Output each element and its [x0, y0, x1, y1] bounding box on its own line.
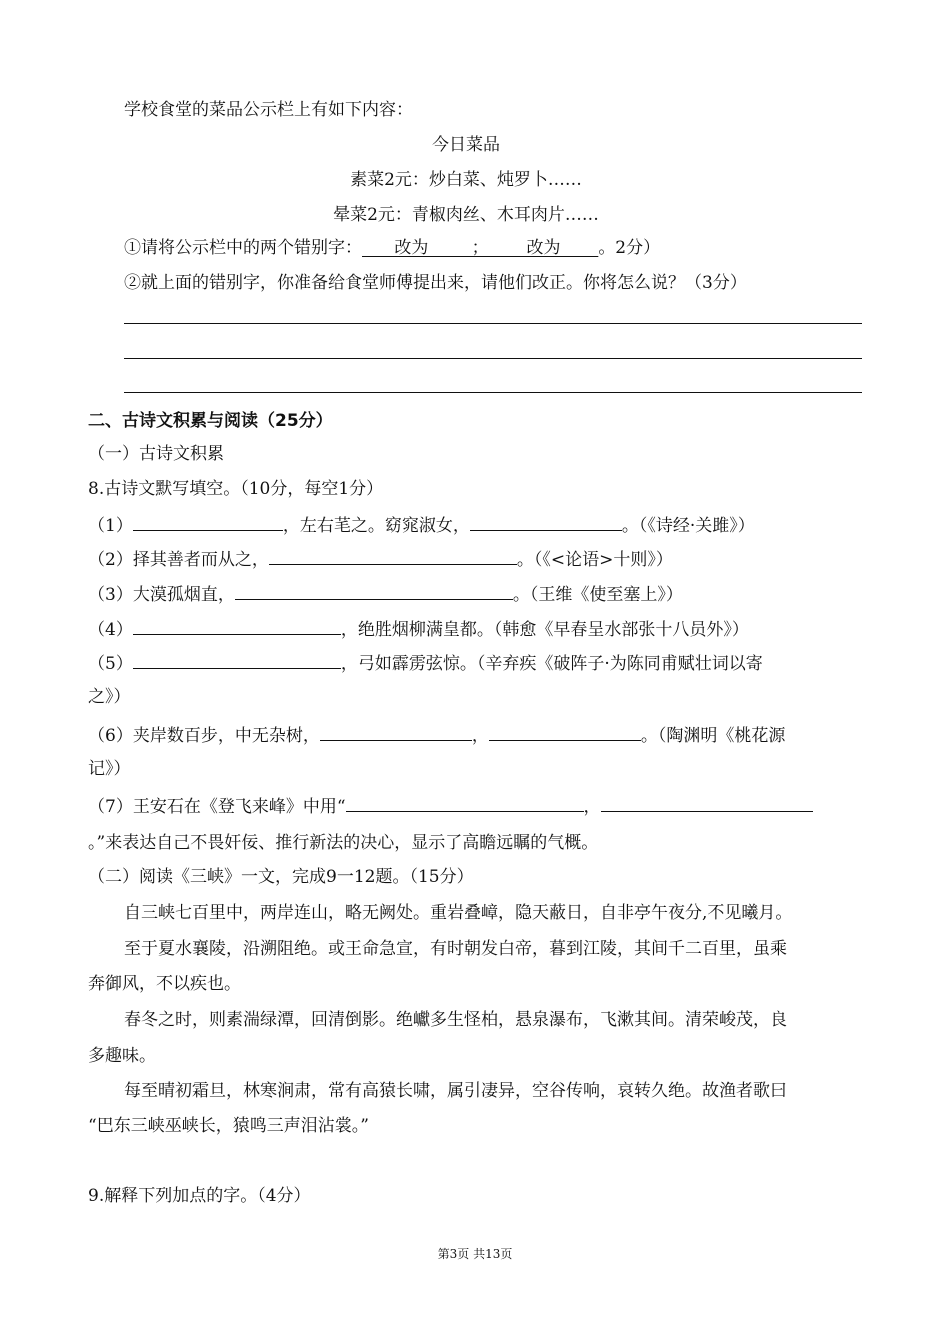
blank-3[interactable] — [235, 582, 513, 600]
blank-5[interactable] — [133, 651, 341, 669]
blank-7a[interactable] — [346, 794, 584, 812]
item-4-number: （4） — [88, 620, 133, 640]
blank-7b[interactable] — [601, 794, 813, 812]
blank-6b[interactable] — [489, 723, 641, 741]
menu-title: 今日菜品 — [432, 135, 500, 155]
blank-6a[interactable] — [320, 723, 472, 741]
page-footer: 第3页 共13页 — [437, 1247, 513, 1261]
passage-paragraph-2: 至于夏水襄陵，沿溯阻绝。或王命急宣，有时朝发白帝，暮到江陵，其间千二百里，虽乘 — [124, 939, 787, 959]
menu-line-2: 晕菜2元：青椒肉丝、木耳肉片…… — [333, 205, 599, 225]
menu-line-1: 素菜2元：炒白菜、炖罗卜…… — [350, 170, 582, 190]
section-heading: 二、古诗文积累与阅读（25分） — [88, 411, 333, 431]
question-1-prefix: ①请将公示栏中的两个错别字： — [124, 238, 362, 258]
menu-intro: 学校食堂的菜品公示栏上有如下内容： — [124, 100, 413, 120]
passage-paragraph-4-cont: “巴东三峡巫峡长，猿鸣三声泪沾裳。” — [88, 1116, 369, 1136]
question-1 — [124, 237, 660, 259]
item-6-continued: 记》） — [88, 759, 131, 779]
passage-paragraph-4: 每至晴初霜旦，林寒涧肃，常有高猿长啸，属引凄异，空谷传响，哀转久绝。故渔者歌曰 — [124, 1081, 787, 1101]
answer-line-1[interactable] — [124, 323, 862, 324]
question-1-fill-blank[interactable]: 改为 ； 改为 — [362, 238, 599, 258]
item-3-text: （3）大漠孤烟直， — [88, 585, 235, 605]
item-7-continued: 。”来表达自己不畏奸佞、推行新法的决心，显示了高瞻远瞩的气概。 — [88, 833, 599, 853]
question-8: 8.古诗文默写填空。（10分，每空1分） — [88, 479, 384, 499]
passage-paragraph-2-cont: 奔御风，不以疾也。 — [88, 974, 241, 994]
item-3-source: 。（王维《使至塞上》） — [512, 585, 683, 605]
question-9: 9.解释下列加点的字。（4分） — [88, 1186, 311, 1206]
item-1-text: ，左右芼之。窈窕淑女， — [282, 516, 470, 536]
item-7-text: （7）王安石在《登飞来峰》中用“ — [88, 797, 346, 817]
item-6-source: 。（陶渊明《桃花源 — [640, 726, 786, 746]
item-6 — [88, 723, 785, 747]
item-6-text: （6）夹岸数百步，中无杂树， — [88, 726, 320, 746]
item-3 — [88, 582, 683, 606]
item-1-number: （1） — [88, 516, 133, 536]
item-5-number: （5） — [88, 654, 133, 674]
subsection-1: （一）古诗文积累 — [88, 444, 224, 464]
item-4 — [88, 617, 749, 641]
passage-paragraph-1: 自三峡七百里中，两岸连山，略无阙处。重岩叠嶂，隐天蔽日，自非亭午夜分,不见曦月。 — [124, 903, 793, 923]
item-1-source: 。（《诗经·关雎》） — [621, 516, 755, 536]
item-7-comma: ， — [583, 797, 601, 817]
answer-line-3[interactable] — [124, 392, 862, 393]
item-1 — [88, 513, 755, 537]
item-5-continued: 之》） — [88, 687, 131, 707]
item-2-source: 。（《<论语>十则》） — [516, 550, 673, 570]
subsection-2: （二）阅读《三峡》一文，完成9一12题。（15分） — [88, 867, 474, 887]
question-1-suffix: 。2分） — [598, 238, 661, 258]
item-7 — [88, 794, 813, 818]
blank-4[interactable] — [133, 617, 341, 635]
passage-paragraph-3-cont: 多趣味。 — [88, 1046, 156, 1066]
item-2-text: （2）择其善者而从之， — [88, 550, 269, 570]
item-4-source: ，绝胜烟柳满皇都。（韩愈《早春呈水部张十八员外》） — [340, 620, 749, 640]
blank-1b[interactable] — [470, 513, 622, 531]
item-2 — [88, 547, 673, 571]
answer-line-2[interactable] — [124, 358, 862, 359]
passage-paragraph-3: 春冬之时，则素湍绿潭，回清倒影。绝巘多生怪柏，悬泉瀑布，飞漱其间。清荣峻茂，良 — [124, 1010, 787, 1030]
item-6-comma: ， — [471, 726, 489, 746]
blank-1a[interactable] — [133, 513, 283, 531]
question-2: ②就上面的错别字，你准备给食堂师傅提出来，请他们改正。你将怎么说？（3分） — [124, 273, 747, 293]
blank-2[interactable] — [269, 547, 517, 565]
item-5 — [88, 651, 763, 675]
item-5-source: ，弓如霹雳弦惊。（辛弃疾《破阵子·为陈同甫赋壮词以寄 — [340, 654, 763, 674]
